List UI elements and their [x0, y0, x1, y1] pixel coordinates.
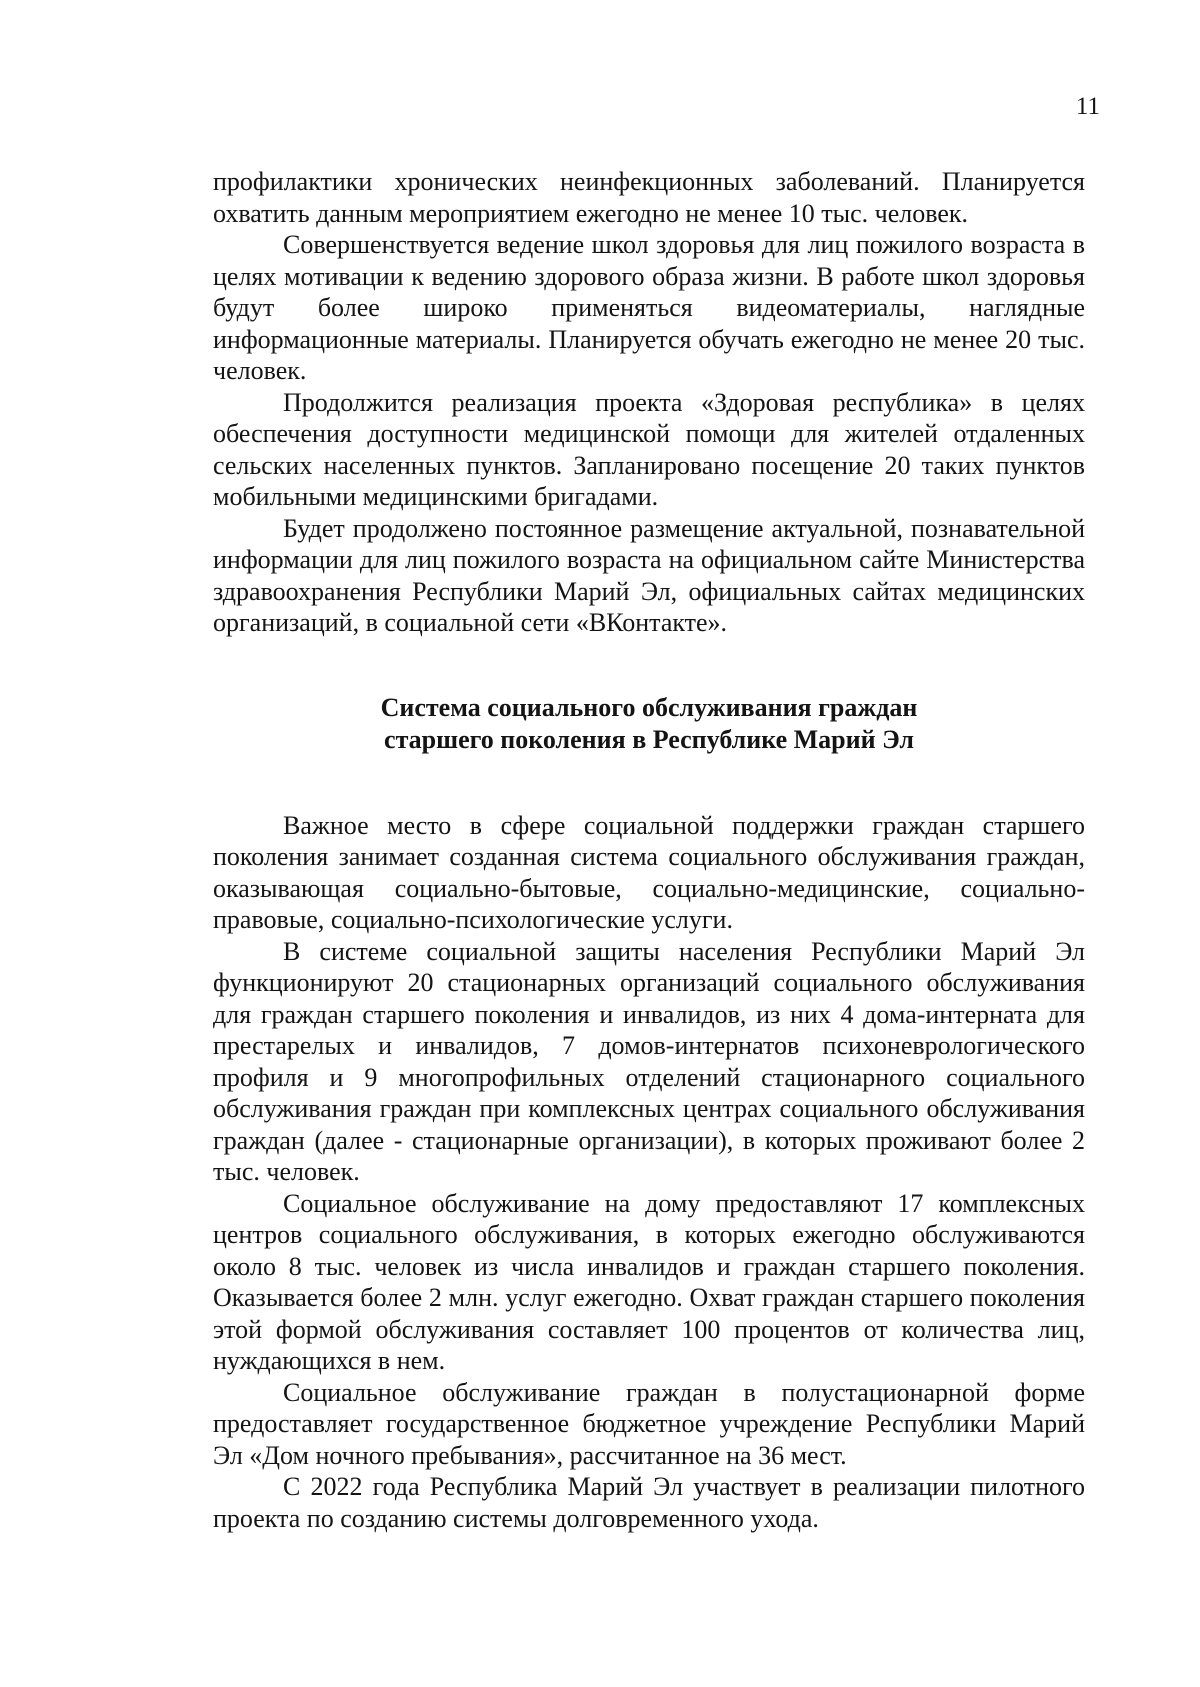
- paragraph: Социальное обслуживание граждан в полустационарной форме предоставляет государственное бюджетное учреждение Республики Марий Эл «Дом ночного пребывания», рассчитанное на 36 мест.: [213, 1377, 1085, 1470]
- paragraph: С 2022 года Республика Марий Эл участвует в реализации пилотного проекта по созданию системы долговременного ухода.: [213, 1472, 1085, 1533]
- section-heading-line-1: Система социального обслуживания граждан: [380, 692, 918, 722]
- section-heading: [213, 692, 1085, 756]
- paragraph: Совершенствуется ведение школ здоровья для лиц пожилого возраста в целях мотивации к ведению здорового образа жизни. В работе школ здоровья будут более широко применяться видеоматериалы, наглядные информационные материалы. Планируется обучать ежегодно не менее 20 тыс. человек.: [213, 230, 1085, 385]
- paragraph: Будет продолжено постоянное размещение актуальной, познавательной информации для лиц пожилого возраста на официальном сайте Министерства здравоохранения Республики Марий Эл, официальных сайтах медицинских организаций, в социальной сети «ВКонтакте».: [213, 513, 1085, 637]
- paragraph: профилактики хронических неинфекционных заболеваний. Планируется охватить данным мероприятием ежегодно не менее 10 тыс. человек.: [213, 167, 1085, 228]
- paragraph: Важное место в сфере социальной поддержки граждан старшего поколения занимает созданная система социального обслуживания граждан, оказывающая социально-бытовые, социально-медицинские, социально-правовые, социально-психологические услуги.: [213, 810, 1085, 934]
- paragraph: В системе социальной защиты населения Республики Марий Эл функционируют 20 стационарных организаций социального обслуживания для граждан старшего поколения и инвалидов, из них 4 дома-интерната для престарелых и инвалидов, 7 домов-интернатов психоневрологического профиля и 9 многопрофильных отделений стационарного социального обслуживания граждан при комплексных центрах социального обслуживания граждан (далее - стационарные организации), в которых проживают более 2 тыс. человек.: [213, 936, 1085, 1186]
- document-body: [213, 166, 1085, 1534]
- paragraph: Социальное обслуживание на дому предоставляют 17 комплексных центров социального обслуживания, в которых ежегодно обслуживаются около 8 тыс. человек из числа инвалидов и граждан старшего поколения. Оказывается более 2 млн. услуг ежегодно. Охват граждан старшего поколения этой формой обслуживания составляет 100 процентов от количества лиц, нуждающихся в нем.: [213, 1188, 1085, 1375]
- paragraph: Продолжится реализация проекта «Здоровая республика» в целях обеспечения доступности медицинской помощи для жителей отдаленных сельских населенных пунктов. Запланировано посещение 20 таких пунктов мобильными медицинскими бригадами.: [213, 387, 1085, 511]
- page-number: 11: [1075, 93, 1100, 120]
- section-heading-line-2: старшего поколения в Республике Марий Эл: [384, 724, 914, 754]
